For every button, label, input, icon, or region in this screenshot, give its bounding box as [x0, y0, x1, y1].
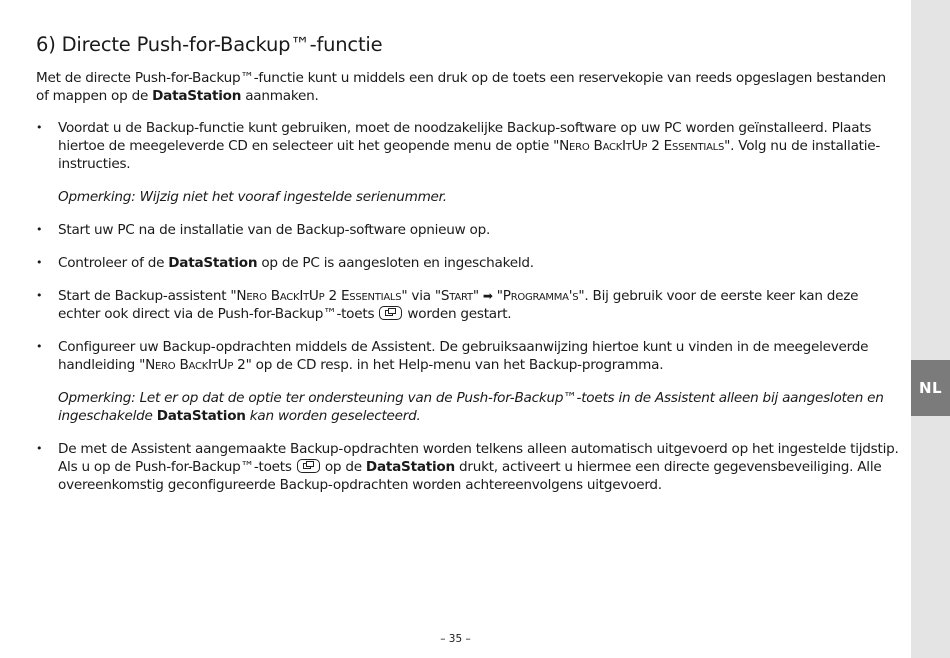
- menu-programs: Programma's: [502, 288, 579, 304]
- software-name: Nero BackItUp 2 Essentials: [559, 138, 725, 154]
- menu-start: Start: [440, 288, 473, 304]
- list-item-execution: • De met de Assistent aangemaakte Backup-opdrachten worden telkens alleen automatisch uitgevoerd op het ingestelde tijdstip. Als u op de Push-for-Backup™-toets op de DataStation drukt, activeert u hiermee een directe gegevensbeveiliging. Alle overeenkomstig geconfigureerde Backup-opdrachten worden achtereenvolgens uitgevoerd.: [36, 440, 902, 494]
- section-title: 6) Directe Push-for-Backup™-functie: [36, 33, 383, 56]
- intro-paragraph: Met de directe Push-for-Backup™-functie kunt u middels een druk op de toets een reservekopie van reeds opgeslagen bestanden of mappen op de DataStation aanmaken.: [36, 70, 886, 104]
- language-tab[interactable]: NL: [911, 360, 950, 416]
- instruction-list: [36, 119, 902, 494]
- push-for-backup-key-icon: [297, 459, 320, 473]
- arrow-right-icon: ➡: [482, 289, 493, 303]
- push-for-backup-key-icon: [379, 306, 402, 320]
- software-name: Nero BackItUp 2 Essentials: [236, 288, 402, 304]
- list-item-install: • Voordat u de Backup-functie kunt gebruiken, moet de noodzakelijke Backup-software op uw PC worden geïnstalleerd. Plaats hiertoe de meegeleverde CD en selecteer uit het geopende menu de optie "Nero BackItUp 2 Essentials". Volg nu de installatie-instructies. Opmerking: Wijzig niet het vooraf ingestelde serienummer.: [36, 119, 902, 206]
- software-name: Nero BackItUp: [145, 357, 234, 373]
- page-number: – 35 –: [440, 633, 471, 645]
- list-item-restart: • Start uw PC na de installatie van de Backup-software opnieuw op.: [36, 221, 902, 239]
- note-push-option: Opmerking: Let er op dat de optie ter ondersteuning van de Push-for-Backup™-toets in de Assistent alleen bij aangesloten en ingeschakelde DataStation kan worden geselecteerd.: [58, 390, 884, 424]
- product-name: DataStation: [365, 459, 455, 475]
- product-name: DataStation: [152, 88, 242, 104]
- list-item-configure: • Configureer uw Backup-opdrachten middels de Assistent. De gebruiksaanwijzing hiertoe kunt u vinden in de meegeleverde handleiding "Nero BackItUp 2" op de CD resp. in het Help-menu van het Backup-programma. Opmerking: Let er op dat de optie ter ondersteuning van de Push-for-Backup™-toets in de Assistent alleen bij aangesloten en ingeschakelde DataStation kan worden geselecteerd.: [36, 338, 902, 425]
- product-name: DataStation: [168, 255, 258, 271]
- note-serial: Opmerking: Wijzig niet het vooraf ingestelde serienummer.: [58, 189, 447, 205]
- list-item-start-assistant: • Start de Backup-assistent "Nero BackItUp 2 Essentials" via "Start" ➡ "Programma's". Bij gebruik voor de eerste keer kan deze echter ook direct via de Push-for-Backup™-toets worden gestart.: [36, 287, 902, 323]
- side-strip: [911, 0, 950, 658]
- product-name: DataStation: [156, 408, 246, 424]
- list-item-check-connection: • Controleer of de DataStation op de PC is aangesloten en ingeschakeld.: [36, 254, 902, 272]
- manual-content: [36, 33, 902, 509]
